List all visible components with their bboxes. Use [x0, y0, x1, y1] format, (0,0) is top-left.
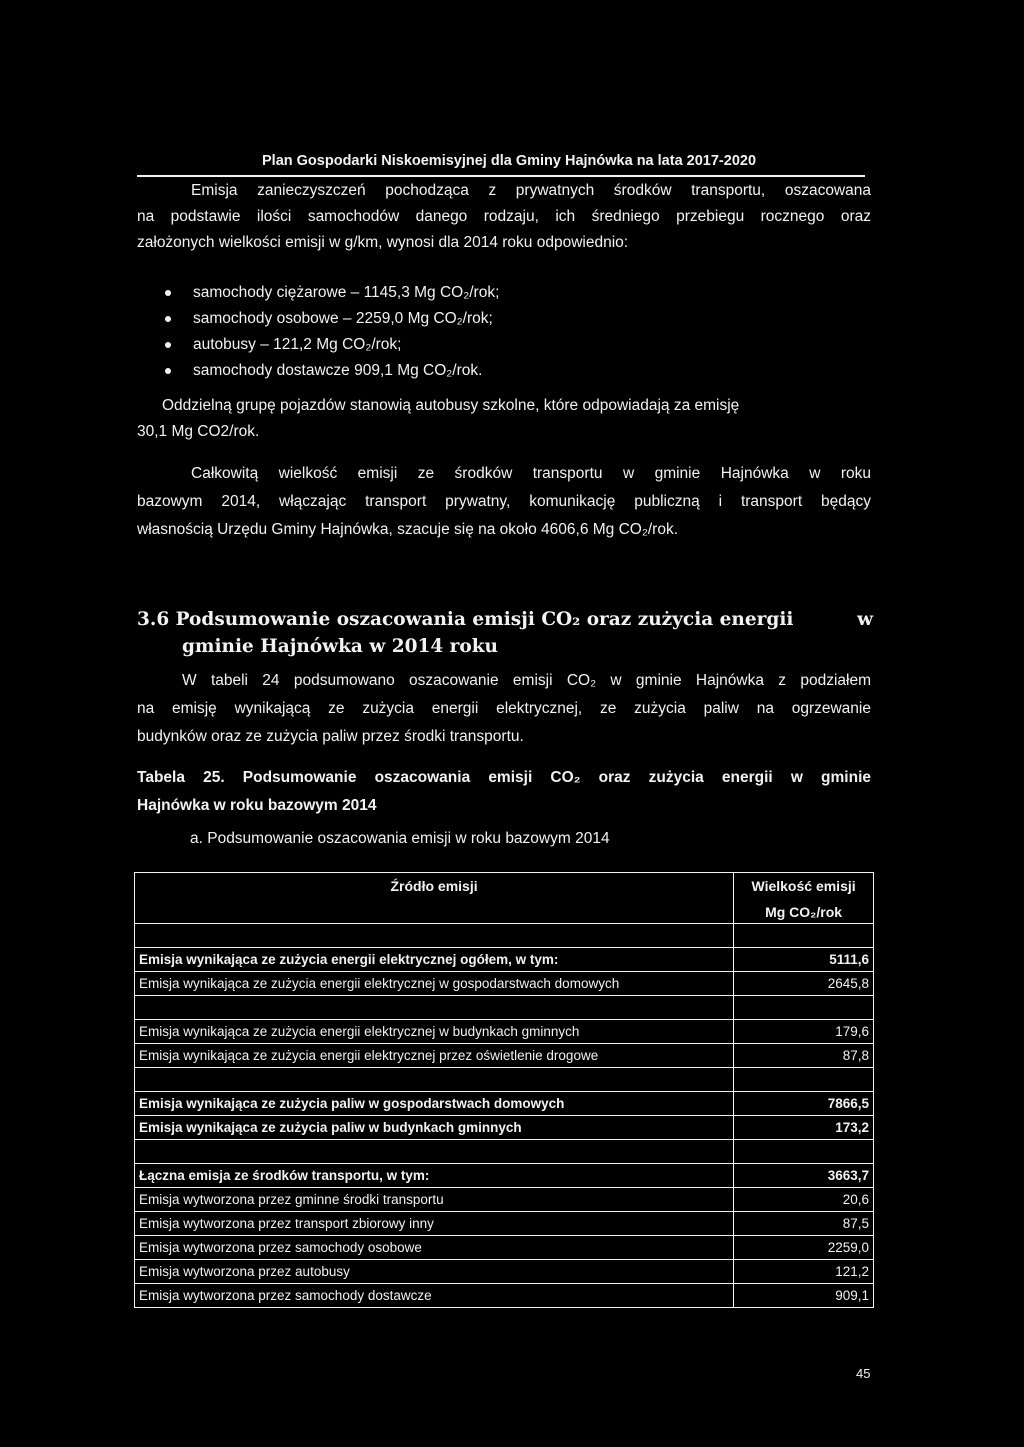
- table-row: [135, 1164, 874, 1188]
- emission-bullet-list: [165, 280, 499, 384]
- bullet-item: samochody ciężarowe – 1145,3 Mg CO₂/rok;: [165, 280, 499, 306]
- row-value: 2645,8: [734, 972, 874, 996]
- row-value: 87,5: [734, 1212, 874, 1236]
- row-label: Emisja wynikająca ze zużycia energii elektrycznej w budynkach gminnych: [135, 1020, 734, 1044]
- total-line-3: własnością Urzędu Gminy Hajnówka, szacuje się na około 4606,6 Mg CO₂/rok.: [137, 521, 679, 538]
- col-header-value: [734, 873, 874, 924]
- table-spacer: [135, 996, 874, 1020]
- table-row: [135, 972, 874, 996]
- row-label: Emisja wytworzona przez samochody dostawcze: [135, 1284, 734, 1308]
- col-header-source: Źródło emisji: [135, 873, 734, 924]
- table-row: [135, 1044, 874, 1068]
- intro-line-3: założonych wielkości emisji w g/km, wynosi dla 2014 roku odpowiednio:: [137, 234, 629, 251]
- row-label: Emisja wytworzona przez autobusy: [135, 1260, 734, 1284]
- row-label: Emisja wynikająca ze zużycia energii elektrycznej w gospodarstwach domowych: [135, 972, 734, 996]
- section-title-tail: w: [857, 609, 873, 630]
- table-header-row: [135, 873, 874, 924]
- summary-line-3: budynków oraz ze zużycia paliw przez środki transportu.: [137, 728, 524, 745]
- row-label: Łączna emisja ze środków transportu, w tym:: [135, 1164, 734, 1188]
- bullet-item: samochody osobowe – 2259,0 Mg CO₂/rok;: [165, 306, 499, 332]
- summary-line-1: W tabeli 24 podsumowano oszacowanie emisji CO₂ w gminie Hajnówka z podziałem: [182, 672, 871, 689]
- row-value: 121,2: [734, 1260, 874, 1284]
- row-label: Emisja wynikająca ze zużycia energii elektrycznej ogółem, w tym:: [135, 948, 734, 972]
- row-value: 3663,7: [734, 1164, 874, 1188]
- row-label: Emisja wynikająca ze zużycia paliw w gospodarstwach domowych: [135, 1092, 734, 1116]
- summary-line-2: na emisję wynikającą ze zużycia energii elektrycznej, ze zużycia paliw na ogrzewanie: [137, 700, 871, 717]
- table-spacer: [135, 924, 874, 948]
- table-row: [135, 1188, 874, 1212]
- row-value: 2259,0: [734, 1236, 874, 1260]
- row-label: Emisja wytworzona przez transport zbiorowy inny: [135, 1212, 734, 1236]
- row-value: 20,6: [734, 1188, 874, 1212]
- school-line-2: 30,1 Mg CO2/rok.: [137, 423, 260, 440]
- table-row: [135, 1284, 874, 1308]
- total-line-1: Całkowitą wielkość emisji ze środków transportu w gminie Hajnówka w roku: [191, 465, 871, 482]
- section-title-line-2: gminie Hajnówka w 2014 roku: [182, 636, 498, 657]
- caption-line-2: Hajnówka w roku bazowym 2014: [137, 797, 377, 814]
- row-label: Emisja wytworzona przez gminne środki transportu: [135, 1188, 734, 1212]
- bullet-item: autobusy – 121,2 Mg CO₂/rok;: [165, 332, 499, 358]
- emission-summary-table: [134, 872, 874, 1308]
- row-label: Emisja wynikająca ze zużycia paliw w budynkach gminnych: [135, 1116, 734, 1140]
- page-number: 45: [856, 1366, 871, 1381]
- header-rule: [137, 175, 865, 177]
- row-label: Emisja wytworzona przez samochody osobowe: [135, 1236, 734, 1260]
- row-value: 909,1: [734, 1284, 874, 1308]
- intro-line-1: Emisja zanieczyszczeń pochodząca z prywatnych środków transportu, oszacowana: [191, 182, 871, 199]
- table-row: [135, 948, 874, 972]
- row-value: 179,6: [734, 1020, 874, 1044]
- page-header-title: Plan Gospodarki Niskoemisyjnej dla Gminy Hajnówka na lata 2017-2020: [262, 153, 757, 169]
- table-subcaption: a. Podsumowanie oszacowania emisji w roku bazowym 2014: [190, 830, 610, 847]
- table-row: [135, 1020, 874, 1044]
- intro-paragraph: [137, 178, 871, 256]
- table-spacer: [135, 1140, 874, 1164]
- table-row: [135, 1092, 874, 1116]
- school-line-1: Oddzielną grupę pojazdów stanowią autobusy szkolne, które odpowiadają za emisję: [162, 397, 740, 414]
- table-spacer: [135, 1068, 874, 1092]
- table-row: [135, 1260, 874, 1284]
- total-emission-paragraph: [137, 460, 871, 544]
- section-title-main: 3.6 Podsumowanie oszacowania emisji CO₂ oraz zużycia energii: [137, 609, 794, 630]
- caption-line-1: Tabela 25. Podsumowanie oszacowania emisji CO₂ oraz zużycia energii w gminie: [137, 769, 871, 786]
- section-heading: [137, 606, 873, 660]
- row-value: 5111,6: [734, 948, 874, 972]
- table-row: [135, 1116, 874, 1140]
- row-label: Emisja wynikająca ze zużycia energii elektrycznej przez oświetlenie drogowe: [135, 1044, 734, 1068]
- table-row: [135, 1236, 874, 1260]
- school-bus-paragraph: [137, 393, 871, 445]
- summary-paragraph: [137, 667, 871, 751]
- col-header-value-line-1: Wielkość emisji: [751, 878, 856, 894]
- row-value: 173,2: [734, 1116, 874, 1140]
- intro-line-2: na podstawie ilości samochodów danego rodzaju, ich średniego przebiegu rocznego oraz: [137, 208, 871, 225]
- bullet-item: samochody dostawcze 909,1 Mg CO₂/rok.: [165, 358, 499, 384]
- table-row: [135, 1212, 874, 1236]
- row-value: 87,8: [734, 1044, 874, 1068]
- total-line-2: bazowym 2014, włączając transport prywatny, komunikację publiczną i transport będący: [137, 493, 871, 510]
- table-caption: [137, 764, 871, 820]
- row-value: 7866,5: [734, 1092, 874, 1116]
- col-header-value-line-2: Mg CO₂/rok: [765, 904, 843, 920]
